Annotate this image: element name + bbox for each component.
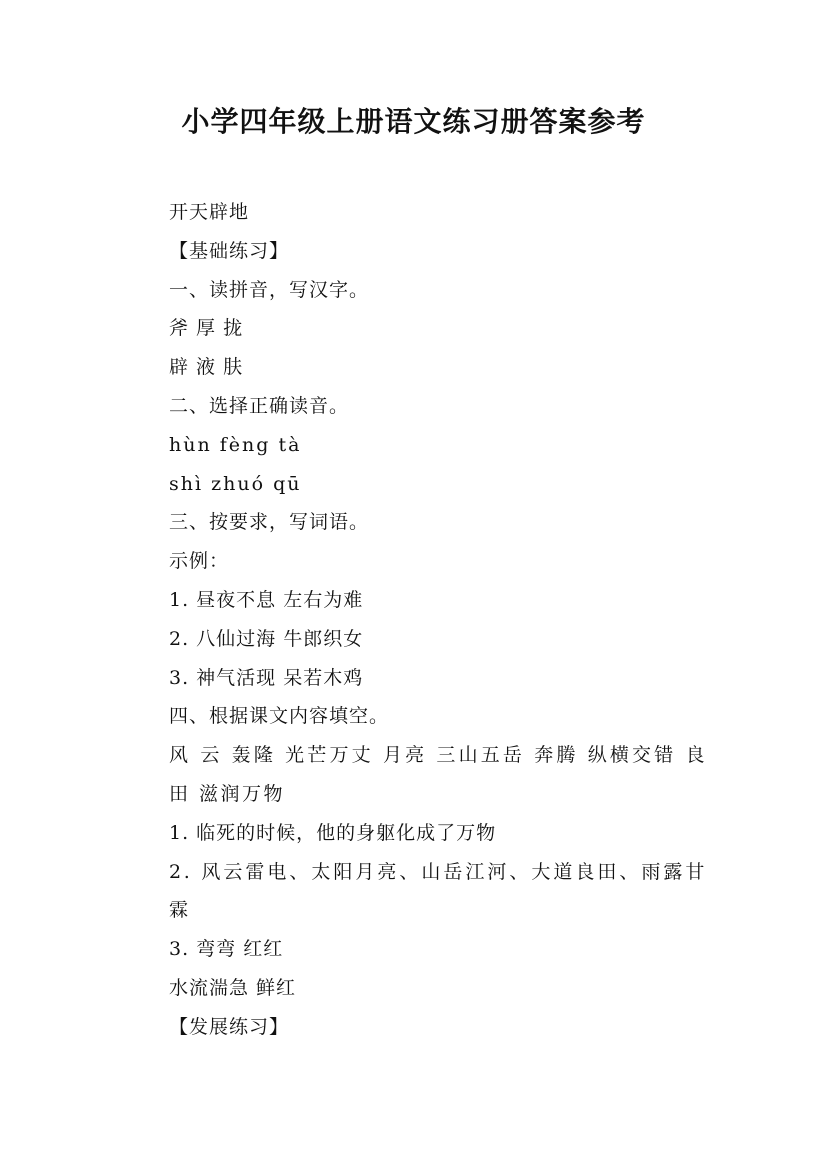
answer-line: 1. 临死的时候，他的身躯化成了万物 [169,821,497,844]
answer-paragraph: 2. 风云雷电、太阳月亮、山岳江河、大道良田、雨露甘霖 [169,860,707,922]
answer-line: 3. 神气活现 呆若木鸡 [169,666,364,689]
subsection-heading: 【发展练习】 [169,1015,290,1038]
pinyin-answer-line: shì zhuó qū [169,472,302,495]
answer-line: 水流湍急 鲜红 [169,976,297,999]
subsection-heading: 【基础练习】 [169,239,290,262]
question-heading: 三、按要求，写词语。 [169,511,370,534]
question-heading: 四、根据课文内容填空。 [169,705,390,728]
section-heading: 开天辟地 [169,201,250,223]
answer-line: 1. 昼夜不息 左右为难 [169,588,364,611]
question-heading: 一、读拼音，写汉字。 [169,278,370,301]
answer-line: 3. 弯弯 红红 [169,938,284,961]
answer-paragraph: 风 云 轰隆 光芒万丈 月亮 三山五岳 奔腾 纵横交错 良田 滋润万物 [169,744,707,805]
example-label: 示例： [169,550,230,573]
answer-line: 辟 液 肤 [169,356,244,379]
answer-line: 斧 厚 拢 [169,317,244,340]
document-body [127,193,707,1047]
page-title: 小学四年级上册语文练习册答案参考 [181,105,646,138]
answer-line: 2. 八仙过海 牛郎织女 [169,627,364,650]
question-heading: 二、选择正确读音。 [169,394,350,417]
pinyin-answer-line: hùn fèng tà [169,433,302,456]
